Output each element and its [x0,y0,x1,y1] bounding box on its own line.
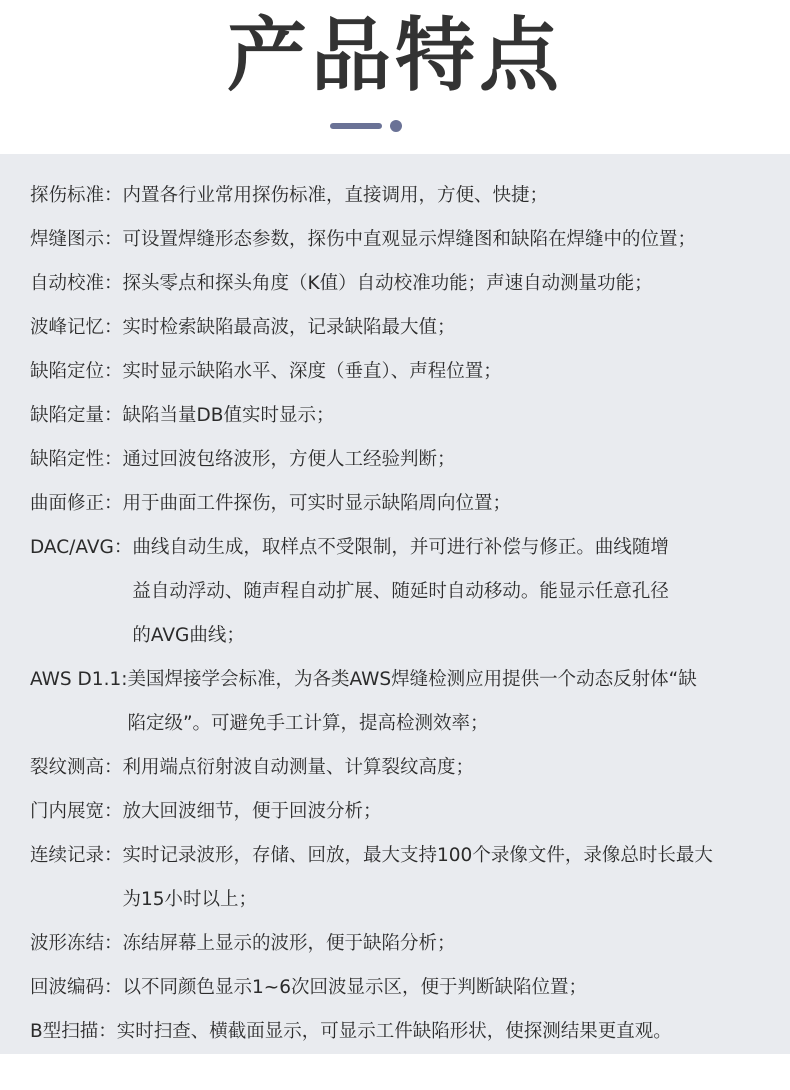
feature-term: 缺陷定位： [30,361,123,382]
feature-description-line: 实时检索缺陷最高波，记录缺陷最大值； [122,317,456,338]
feature-description-line: 益自动浮动、随声程自动扩展、随延时自动移动。能显示任意孔径 [132,581,669,602]
feature-item [30,834,775,922]
feature-term: 波形冻结： [30,933,123,954]
page-title: 产品特点 [227,9,563,102]
feature-item [30,350,775,394]
feature-item [30,174,775,218]
feature-description-line: 美国焊接学会标准，为各类AWS焊缝检测应用提供一个动态反射体“缺 [127,669,697,690]
feature-description [123,790,382,834]
feature-item [30,922,775,966]
header [0,0,790,154]
feature-list [30,174,775,1054]
feature-description-line: 陷定级”。可避免手工计算，提高检测效率； [127,713,489,734]
feature-description-line: 通过回波包络波形，方便人工经验判断； [122,449,456,470]
feature-item [30,658,775,746]
feature-item [30,438,775,482]
feature-term: 裂纹测高： [30,757,123,778]
feature-description [123,482,512,526]
feature-description-line: 冻结屏幕上显示的波形，便于缺陷分析； [122,933,456,954]
feature-description-line: 可设置焊缝形态参数，探伤中直观显示焊缝图和缺陷在焊缝中的位置； [122,229,697,250]
feature-description [123,438,456,482]
divider-bar [330,123,382,129]
feature-description [132,526,669,658]
feature-item [30,790,775,834]
divider-dot [390,120,402,132]
feature-term: 门内展宽： [30,801,123,822]
feature-term: 探伤标准： [30,185,123,206]
feature-term: 波峰记忆： [30,317,123,338]
feature-description-line: 实时显示缺陷水平、深度（垂直）、声程位置； [122,361,502,382]
feature-item [30,966,775,1010]
feature-description-line: 实时记录波形，存储、回放，最大支持100个录像文件，录像总时长最大 [122,845,713,866]
feature-description [117,1010,672,1054]
feature-description-line: 放大回波细节，便于回波分析； [122,801,382,822]
feature-description-line: 的AVG曲线； [132,625,245,646]
feature-term: 焊缝图示： [30,229,123,250]
feature-description-line: 探头零点和探头角度（K值）自动校准功能；声速自动测量功能； [122,273,653,294]
feature-description [127,658,696,746]
feature-description-line: 用于曲面工件探伤，可实时显示缺陷周向位置； [122,493,512,514]
feature-description-line: 为15小时以上； [122,889,258,910]
feature-description-line: 实时扫查、横截面显示，可显示工件缺陷形状，使探测结果更直观。 [116,1021,672,1042]
feature-description [123,262,653,306]
title-divider [330,120,410,134]
feature-term: 缺陷定性： [30,449,123,470]
feature-item [30,218,775,262]
feature-item [30,306,775,350]
feature-item [30,482,775,526]
feature-description [123,306,456,350]
feature-term: 缺陷定量： [30,405,123,426]
feature-term: 连续记录： [30,845,123,866]
feature-description [123,350,502,394]
feature-description [123,218,697,262]
feature-description [123,834,713,922]
feature-description [123,394,335,438]
feature-term: DAC/AVG： [30,537,133,558]
feature-description [123,966,588,1010]
feature-term: 曲面修正： [30,493,123,514]
feature-term: AWS D1.1: [30,669,128,690]
feature-panel [0,154,790,1054]
feature-description-line: 以不同颜色显示1~6次回波显示区，便于判断缺陷位置； [122,977,588,998]
feature-item [30,394,775,438]
feature-item [30,746,775,790]
feature-description-line: 曲线自动生成，取样点不受限制，并可进行补偿与修正。曲线随增 [132,537,669,558]
feature-description-line: 内置各行业常用探伤标准，直接调用，方便、快捷； [122,185,549,206]
feature-item [30,262,775,306]
feature-term: 回波编码： [30,977,123,998]
feature-item [30,1010,775,1054]
feature-term: B型扫描： [30,1021,117,1042]
feature-description [123,746,475,790]
feature-description-line: 缺陷当量DB值实时显示； [122,405,335,426]
feature-item [30,526,775,658]
feature-description [123,174,549,218]
feature-description [123,922,456,966]
feature-term: 自动校准： [30,273,123,294]
feature-description-line: 利用端点衍射波自动测量、计算裂纹高度； [122,757,475,778]
